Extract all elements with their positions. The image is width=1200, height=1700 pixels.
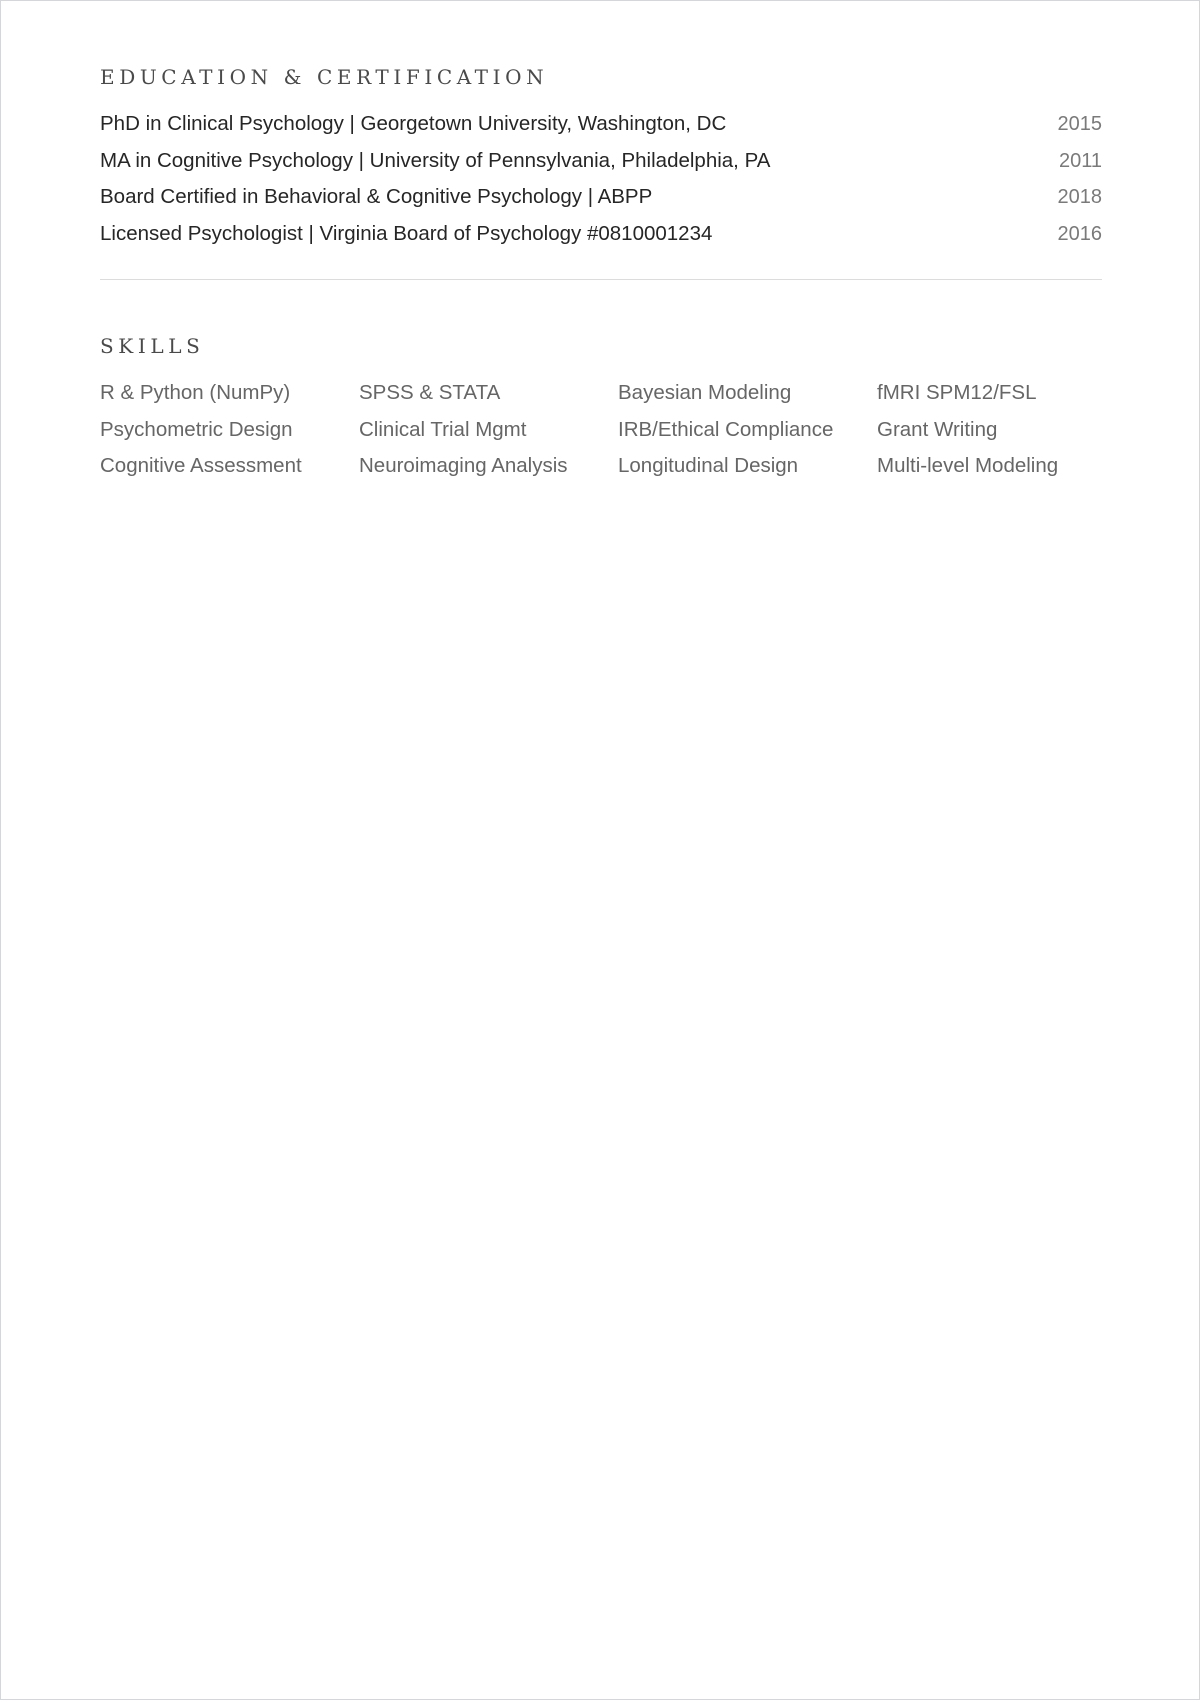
education-list — [100, 112, 1102, 258]
skill-item: Clinical Trial Mgmt — [359, 417, 527, 441]
education-item — [100, 185, 1102, 222]
education-item-year: 2011 — [1058, 149, 1102, 172]
skill-item: IRB/Ethical Compliance — [618, 417, 834, 441]
skills-grid — [100, 381, 1102, 479]
education-heading: EDUCATION & CERTIFICATION — [100, 65, 549, 89]
skill-item: Multi-level Modeling — [877, 454, 1059, 477]
education-item — [100, 149, 1102, 186]
skill-item: Psychometric Design — [100, 417, 293, 441]
skill-item: Bayesian Modeling — [618, 381, 792, 404]
section-divider — [100, 279, 1102, 280]
education-item — [100, 112, 1102, 149]
education-section — [100, 61, 1102, 258]
education-item-text: Board Certified in Behavioral & Cognitive Psychology | ABPP — [100, 185, 653, 208]
education-item-year: 2018 — [1057, 186, 1102, 208]
skill-item: R & Python (NumPy) — [100, 381, 291, 404]
skill-item: SPSS & STATA — [359, 381, 501, 404]
education-item-text: Licensed Psychologist | Virginia Board of Psychology #0810001234 — [100, 221, 713, 245]
skill-item: Grant Writing — [877, 417, 998, 441]
education-item-text: PhD in Clinical Psychology | Georgetown University, Washington, DC — [100, 112, 727, 135]
skills-heading: SKILLS — [100, 334, 205, 358]
skill-item: Neuroimaging Analysis — [359, 454, 568, 477]
skill-item: Cognitive Assessment — [100, 454, 302, 477]
education-item-year: 2016 — [1057, 222, 1102, 245]
education-item — [100, 222, 1102, 259]
skill-item: Longitudinal Design — [618, 454, 799, 477]
skills-section — [100, 330, 1102, 479]
education-item-text: MA in Cognitive Psychology | University of Pennsylvania, Philadelphia, PA — [100, 148, 771, 172]
education-item-year: 2015 — [1057, 113, 1102, 135]
page-content — [100, 61, 1102, 479]
skill-item: fMRI SPM12/FSL — [877, 381, 1037, 404]
